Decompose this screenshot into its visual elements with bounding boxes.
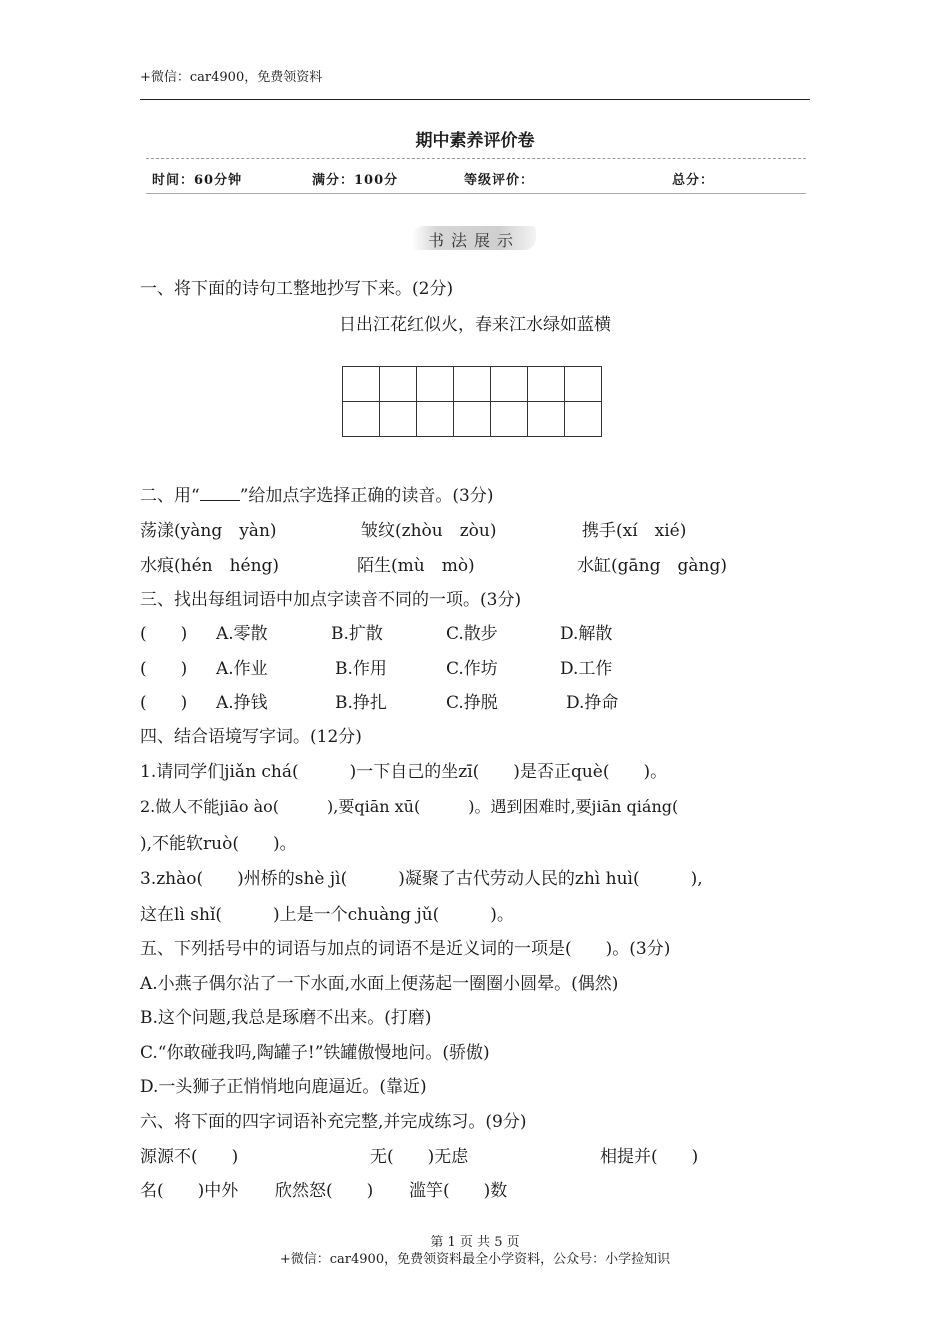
grid-cell[interactable] xyxy=(380,367,417,402)
q4-line: 1.请同学们jiǎn chá( )一下自己的坐zī( )是否正què( )。 xyxy=(140,762,668,782)
q2-heading xyxy=(140,484,493,508)
grid-cell[interactable] xyxy=(528,367,565,402)
q2-item: 荡漾(yàng yàn) xyxy=(140,521,277,541)
grid-row xyxy=(343,367,602,402)
q6-idiom: 无( )无虑 xyxy=(370,1147,469,1167)
q3-option-b: B.扩散 xyxy=(331,624,383,644)
q3-option-a: A.零散 xyxy=(216,624,268,644)
q3-option-b: B.挣扎 xyxy=(335,693,387,713)
q2-heading-post: ”给加点字选择正确的读音。(3分) xyxy=(239,486,494,506)
q3-option-c: C.作坊 xyxy=(446,659,498,679)
q6-idiom: 欣然怒( ) xyxy=(275,1181,374,1201)
grade-label: 等级评价： xyxy=(464,173,535,188)
time-label: 时间：60分钟 xyxy=(152,173,243,188)
q6-idiom: 相提并( ) xyxy=(600,1147,699,1167)
grid-row xyxy=(343,402,602,437)
q3-option-a: A.挣钱 xyxy=(216,693,268,713)
q2-item: 皱纹(zhòu zòu) xyxy=(361,521,497,541)
section-banner xyxy=(412,226,536,250)
grid-cell[interactable] xyxy=(343,367,380,402)
answer-paren[interactable]: ( ) xyxy=(140,693,188,713)
q5-option: A.小燕子偶尔沾了一下水面,水面上便荡起一圈圈小圆晕。(偶然) xyxy=(140,974,619,994)
total-label: 总分： xyxy=(672,173,715,188)
q3-option-d: D.解散 xyxy=(560,624,613,644)
q5-heading: 五、下列括号中的词语与加点的词语不是近义词的一项是( )。(3分) xyxy=(140,939,671,959)
meta-divider xyxy=(146,193,806,194)
header-note: +微信：car4900，免费领资料 xyxy=(140,70,323,85)
copy-writing-grid xyxy=(342,366,602,437)
grid-cell[interactable] xyxy=(528,402,565,437)
section-banner-text: 书法展示 xyxy=(427,231,520,250)
grid-cell[interactable] xyxy=(417,402,454,437)
header-rule xyxy=(140,99,810,100)
q5-option: C.“你敢碰我吗,陶罐子!”铁罐傲慢地问。(骄傲) xyxy=(140,1043,490,1063)
grid-cell[interactable] xyxy=(565,402,602,437)
answer-paren[interactable]: ( ) xyxy=(140,659,188,679)
grid-cell[interactable] xyxy=(454,402,491,437)
grid-cell[interactable] xyxy=(565,367,602,402)
q5-option: D.一头狮子正悄悄地向鹿逼近。(靠近) xyxy=(140,1077,427,1097)
grid-cell[interactable] xyxy=(491,367,528,402)
q5-option: B.这个问题,我总是琢磨不出来。(打磨) xyxy=(140,1008,432,1028)
q4-heading: 四、结合语境写字词。(12分) xyxy=(140,727,362,747)
q3-option-b: B.作用 xyxy=(335,659,387,679)
q2-heading-pre: 二、用“ xyxy=(140,486,200,506)
q4-line: 这在lì shǐ( )上是一个chuàng jǔ( )。 xyxy=(140,905,514,925)
q3-option-d: D.工作 xyxy=(560,659,613,679)
grid-cell[interactable] xyxy=(454,367,491,402)
answer-paren[interactable]: ( ) xyxy=(140,624,188,644)
q4-line: ),不能软ruò( )。 xyxy=(140,834,297,854)
answer-underline xyxy=(200,486,240,501)
grid-cell[interactable] xyxy=(343,402,380,437)
grid-cell[interactable] xyxy=(491,402,528,437)
q3-option-c: C.挣脱 xyxy=(446,693,498,713)
q6-idiom: 滥竽( )数 xyxy=(409,1181,508,1201)
footer-note: +微信：car4900，免费领资料最全小学资料，公众号：小学捡知识 xyxy=(279,1252,671,1267)
q2-item: 水缸(gāng gàng) xyxy=(577,556,727,576)
q6-idiom: 名( )中外 xyxy=(140,1181,239,1201)
q3-option-c: C.散步 xyxy=(446,624,498,644)
grid-cell[interactable] xyxy=(417,367,454,402)
q2-item: 水痕(hén héng) xyxy=(140,556,280,576)
q2-item: 携手(xí xié) xyxy=(582,521,687,541)
q3-heading: 三、找出每组词语中加点字读音不同的一项。(3分) xyxy=(140,590,522,610)
q6-heading: 六、将下面的四字词语补充完整,并完成练习。(9分) xyxy=(140,1112,527,1132)
q2-item: 陌生(mù mò) xyxy=(357,556,475,576)
q4-line: 3.zhào( )州桥的shè jì( )凝聚了古代劳动人民的zhì huì( ), xyxy=(140,869,703,889)
q1-poem: 日出江花红似火，春来江水绿如蓝横 xyxy=(339,315,611,335)
page-number: 第 1 页 共 5 页 xyxy=(430,1235,520,1250)
grid-cell[interactable] xyxy=(380,402,417,437)
title-dashed-divider xyxy=(146,158,806,159)
q1-heading: 一、将下面的诗句工整地抄写下来。(2分) xyxy=(140,279,454,299)
exam-title: 期中素养评价卷 xyxy=(415,131,535,151)
q4-line: 2.做人不能jiāo ào( ),要qiān xū( )。遇到困难时,要jiān qiáng( xyxy=(140,797,679,816)
q6-idiom: 源源不( ) xyxy=(140,1147,239,1167)
q3-option-d: D.挣命 xyxy=(566,693,619,713)
q3-option-a: A.作业 xyxy=(216,659,268,679)
score-label: 满分：100分 xyxy=(312,173,399,188)
